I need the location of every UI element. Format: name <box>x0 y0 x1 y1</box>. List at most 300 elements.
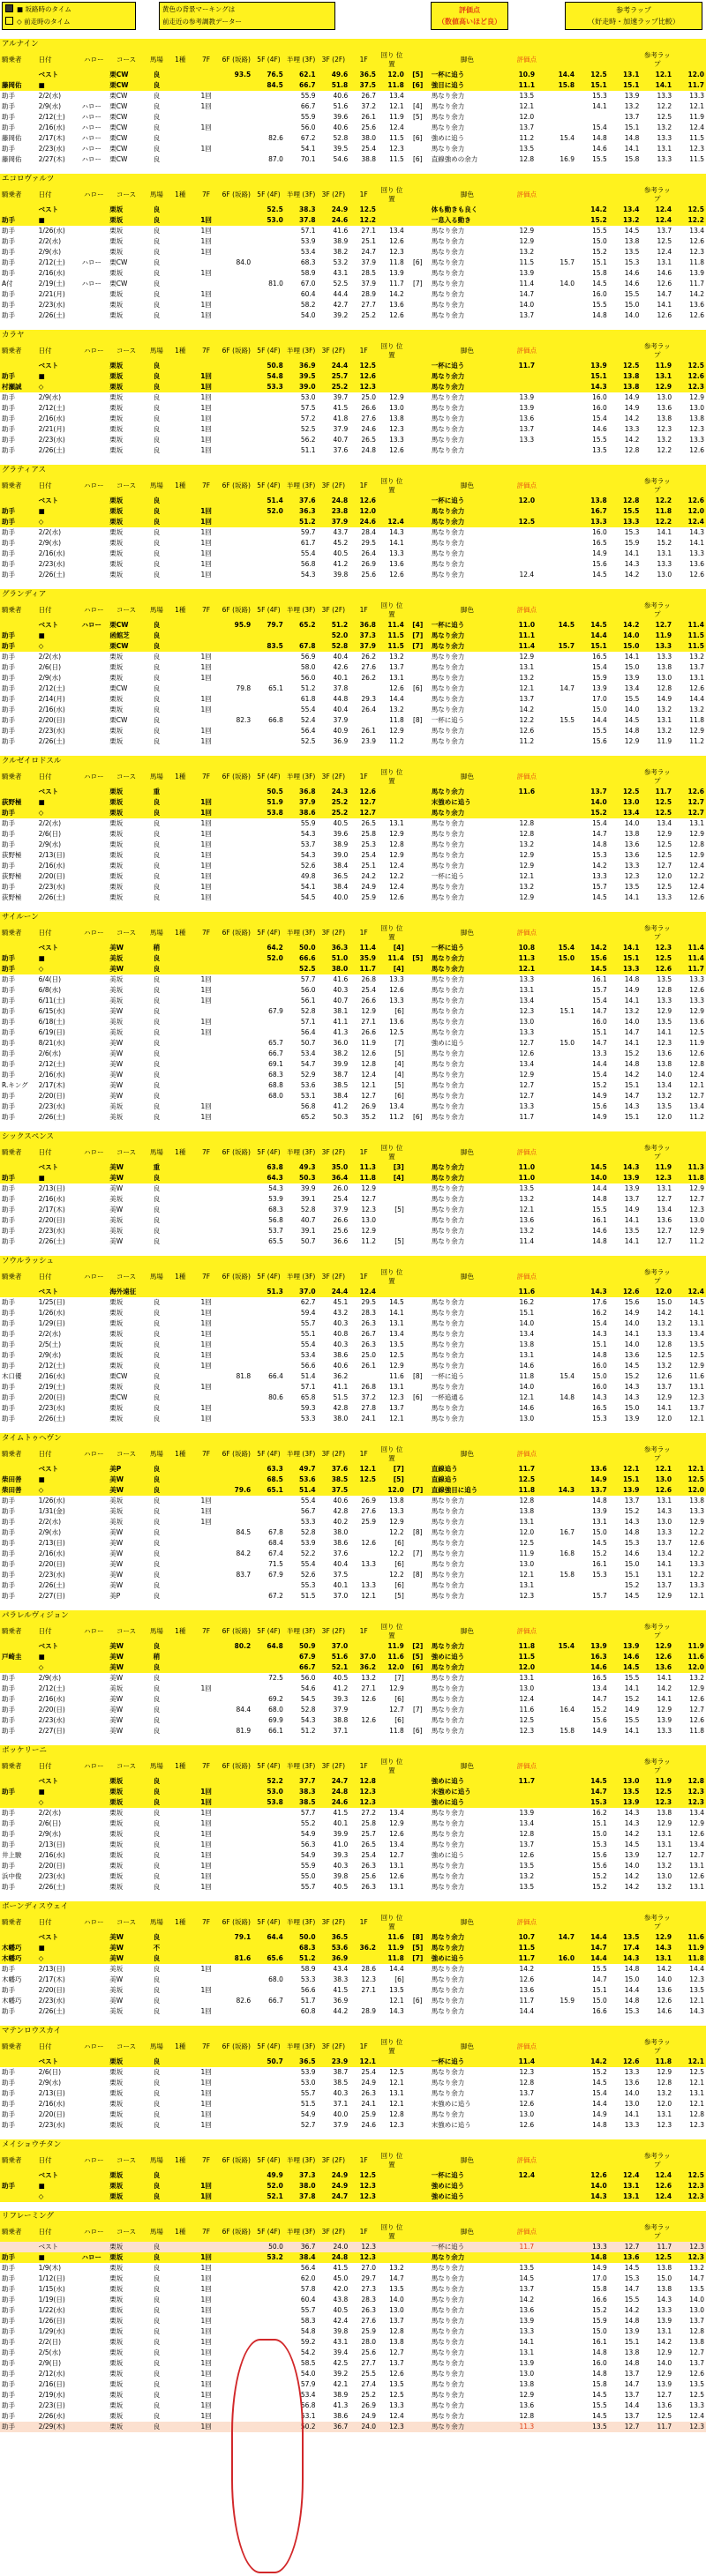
table-cell <box>220 1591 252 1602</box>
table-cell <box>252 1964 285 1975</box>
table-cell <box>192 1776 221 1787</box>
table-cell: 12.3 <box>673 2252 706 2263</box>
table-cell: 13.9 <box>389 269 404 277</box>
table-cell: [8] <box>412 716 423 724</box>
table-cell <box>548 1059 576 1070</box>
column-header: 6F (坂路) <box>220 1757 252 1776</box>
table-cell <box>80 1527 109 1538</box>
table-cell: 8/21(水) <box>38 1039 65 1047</box>
table-cell: 12.9 <box>657 1007 672 1015</box>
table-cell: 14.6 <box>519 1404 535 1412</box>
table-cell: 馬なり余力 <box>431 1060 465 1068</box>
table-cell: 25.4 <box>361 986 377 994</box>
table-cell: 強めに追う <box>430 2181 506 2191</box>
table-cell <box>169 144 192 154</box>
table-cell <box>548 1850 576 1861</box>
table-cell: 26.9 <box>361 1497 377 1505</box>
table-cell: 12.9 <box>657 2348 672 2356</box>
table-cell: 1回 <box>200 1340 212 1348</box>
column-header: 馬場 <box>145 1143 169 1162</box>
table-cell: 助手 <box>2 436 15 444</box>
table-cell <box>548 1684 576 1694</box>
table-cell: 13.8 <box>657 2264 672 2272</box>
table-cell <box>169 1527 192 1538</box>
table-cell: 37.0 <box>318 1641 350 1652</box>
workout-table <box>0 1445 706 1602</box>
table-cell: 栗坂 <box>108 2252 145 2263</box>
table-cell: 44.4 <box>333 290 349 298</box>
table-cell: 2/2(日) <box>38 2338 62 2346</box>
table-cell: 2/16(水) <box>38 269 65 277</box>
table-cell: 12.5 <box>505 517 548 527</box>
column-header: ハロー <box>80 1445 109 1464</box>
table-cell <box>406 736 430 747</box>
table-cell: 15.2 <box>576 808 609 818</box>
table-cell: 1回 <box>200 737 212 745</box>
table-cell: 13.9 <box>609 1641 642 1652</box>
table-cell: 助手 <box>2 1518 15 1526</box>
table-cell <box>169 974 192 985</box>
table-cell: 12.2 <box>689 1528 704 1536</box>
table-cell: 13.3 <box>657 92 672 100</box>
table-cell: 2/23(日) <box>38 2401 65 2409</box>
table-cell <box>220 2109 252 2120</box>
block-gap <box>0 2202 706 2211</box>
table-cell: 27.7 <box>361 2359 377 2367</box>
table-cell <box>80 1726 109 1736</box>
table-cell <box>548 1049 576 1059</box>
table-cell: 2/12(土) <box>38 404 65 412</box>
table-cell: 馬なり余力 <box>431 2296 465 2303</box>
table-cell <box>220 694 252 705</box>
table-cell <box>80 1173 109 1183</box>
table-cell: 助手 <box>2 2089 15 2097</box>
table-cell <box>548 1205 576 1215</box>
table-cell: 良 <box>153 1309 161 1317</box>
table-cell: 1回 <box>200 425 212 433</box>
table-cell: 13.8 <box>389 2338 404 2346</box>
table-cell: 12.6 <box>609 1287 642 1297</box>
table-cell: 馬なり余力 <box>430 371 506 382</box>
table-cell: 64.2 <box>252 943 285 953</box>
table-cell <box>0 1464 37 1475</box>
table-cell <box>169 871 192 882</box>
table-cell: 15.5 <box>624 695 640 703</box>
table-cell: 13.1 <box>657 145 672 153</box>
table-cell <box>220 268 252 279</box>
table-cell: 1回 <box>200 301 212 309</box>
table-cell: 56.0 <box>300 674 316 682</box>
column-header <box>609 1622 642 1641</box>
column-header <box>609 341 642 361</box>
table-cell: 13.5 <box>689 2285 704 2293</box>
table-cell: 40.3 <box>333 2089 349 2097</box>
table-cell: 助手 <box>2 1965 15 1973</box>
column-header: 評価点 <box>505 185 548 205</box>
table-cell: 25.2 <box>318 808 350 818</box>
table-cell: 13.2 <box>609 215 642 226</box>
table-row <box>0 1818 706 1829</box>
table-cell <box>406 943 430 953</box>
table-cell: 馬なり余力 <box>431 1309 465 1317</box>
table-cell: 14.0 <box>657 2359 672 2367</box>
table-cell <box>406 2242 430 2252</box>
table-cell <box>378 787 406 797</box>
table-cell: 14.2 <box>624 1872 640 1880</box>
horse-name: メイショウチタン <box>0 2139 706 2151</box>
table-cell <box>349 683 378 694</box>
table-cell: 栗坂 <box>109 2285 124 2293</box>
table-row <box>0 1580 706 1591</box>
table-cell: 稍 <box>145 943 169 953</box>
table-cell <box>548 2422 576 2432</box>
table-cell <box>169 818 192 829</box>
table-cell: 13.3 <box>576 2242 609 2252</box>
table-cell <box>169 506 192 517</box>
table-cell: 55.4 <box>300 1560 316 1568</box>
table-cell: 13.9 <box>624 674 640 682</box>
table-cell: 2/16(水) <box>38 123 65 131</box>
table-cell: 12.6 <box>689 446 704 454</box>
table-cell: 木幡巧 <box>0 1953 37 1964</box>
table-cell <box>548 2348 576 2358</box>
table-cell: 12.6 <box>689 1049 704 1057</box>
column-header: 1種 <box>169 923 192 943</box>
column-header: 馬場 <box>145 185 169 205</box>
table-cell: 16.0 <box>592 1362 607 1370</box>
table-cell: 14.2 <box>624 1071 640 1079</box>
table-cell <box>548 1318 576 1329</box>
table-cell <box>220 2057 252 2067</box>
table-cell: 14.4 <box>592 1184 607 1192</box>
table-cell: 栗CW <box>109 92 128 100</box>
table-cell: 13.8 <box>657 663 672 671</box>
column-header: 日付 <box>37 1622 80 1641</box>
column-header: 1種 <box>169 1267 192 1287</box>
table-cell: 助手 <box>2 1393 15 1401</box>
table-cell: 12.3 <box>689 145 704 153</box>
table-cell <box>80 2326 109 2337</box>
table-cell <box>169 1684 192 1694</box>
table-cell <box>192 1070 221 1080</box>
table-cell: 50.5 <box>252 787 285 797</box>
table-cell <box>378 2170 406 2181</box>
table-cell: 11.1 <box>505 631 548 641</box>
table-cell: 1回 <box>200 1018 212 1026</box>
table-cell: 馬なり余力 <box>431 227 465 235</box>
table-cell: 稍 <box>145 1652 169 1662</box>
table-cell: 38.0 <box>333 1528 349 1536</box>
table-cell: 12.3 <box>519 1592 535 1600</box>
table-cell: 栗坂 <box>109 830 124 838</box>
table-cell: 助手 <box>0 2422 37 2432</box>
table-row <box>0 2284 706 2295</box>
table-cell: 15.2 <box>592 1872 607 1880</box>
table-cell: 56.8 <box>300 2401 316 2409</box>
table-cell <box>406 1403 430 1414</box>
table-cell: 12.0 <box>657 2100 672 2108</box>
table-cell: 14.3 <box>592 1393 607 1401</box>
table-cell <box>220 1652 252 1662</box>
table-cell: 良 <box>153 280 161 287</box>
table-cell: 12.2 <box>349 215 378 226</box>
table-cell <box>252 570 285 580</box>
column-header <box>406 1445 430 1464</box>
table-cell: 11.6 <box>378 1652 406 1662</box>
table-cell: 66.6 <box>285 953 318 964</box>
table-cell: 助手 <box>2 1560 15 1568</box>
table-cell: 15.5 <box>560 716 575 724</box>
table-cell: 13.9 <box>657 2380 672 2388</box>
column-header: 日付 <box>37 185 80 205</box>
table-cell: 1回 <box>192 517 221 527</box>
table-cell: 25.4 <box>361 1851 377 1859</box>
table-cell <box>80 861 109 871</box>
column-header: 馬場 <box>145 1445 169 1464</box>
table-cell: 14.2 <box>519 1965 535 1973</box>
table-cell: 1回 <box>200 2327 212 2335</box>
table-cell: 16.0 <box>592 1383 607 1391</box>
table-cell: 馬なり余力 <box>431 2110 465 2118</box>
table-cell <box>406 1080 430 1091</box>
table-row <box>0 496 706 506</box>
table-cell: 6/18(土) <box>38 1018 65 1026</box>
table-cell <box>406 1038 430 1049</box>
table-cell <box>80 1641 109 1652</box>
table-cell: 13.9 <box>576 361 609 371</box>
table-cell: 14.8 <box>624 1060 640 1068</box>
table-cell <box>252 289 285 300</box>
table-cell: 良 <box>153 1851 161 1859</box>
table-cell <box>406 662 430 673</box>
table-cell: 馬なり余力 <box>431 1113 465 1121</box>
table-cell: 2/13(日) <box>38 1184 65 1192</box>
table-cell: 1/26(水) <box>38 1497 65 1505</box>
column-header: 馬場 <box>145 1622 169 1641</box>
table-cell: 馬なり余力 <box>431 269 465 277</box>
table-cell: 13.7 <box>689 1404 704 1412</box>
table-cell: 馬なり余力 <box>431 425 465 433</box>
table-cell <box>220 1673 252 1684</box>
table-cell <box>169 2088 192 2099</box>
table-cell <box>80 1861 109 1871</box>
table-cell: 24.6 <box>361 2121 377 2129</box>
table-cell: 13.1 <box>519 1581 535 1589</box>
table-row <box>0 1975 706 1985</box>
table-cell: 13.0 <box>689 2306 704 2314</box>
table-cell <box>406 1850 430 1861</box>
table-cell: 67.2 <box>268 1592 283 1600</box>
table-cell <box>252 1101 285 1112</box>
table-cell: 25.2 <box>361 2391 377 2399</box>
column-header <box>673 476 706 496</box>
table-cell: 14.9 <box>624 1206 640 1213</box>
table-cell: 27.1 <box>361 227 377 235</box>
table-cell <box>505 527 548 538</box>
table-cell: 助手 <box>2 706 15 713</box>
table-cell: 馬なり余力 <box>431 1237 465 1245</box>
table-cell <box>252 2078 285 2088</box>
table-cell: 25.4 <box>361 851 377 859</box>
table-cell <box>169 2109 192 2120</box>
table-cell: 59.4 <box>300 1309 316 1317</box>
table-cell: 11.6 <box>673 1932 706 1943</box>
table-cell <box>406 2088 430 2099</box>
table-cell: [4] <box>378 964 406 974</box>
column-header <box>406 923 430 943</box>
table-cell <box>548 1329 576 1340</box>
table-cell: 26.3 <box>361 1883 377 1891</box>
table-cell: 14.2 <box>657 1309 672 1317</box>
table-cell: ◇ <box>37 2191 80 2202</box>
table-cell <box>406 1318 430 1329</box>
table-cell: 53.4 <box>300 2391 316 2399</box>
table-cell: 14.1 <box>624 653 640 661</box>
table-cell: 13.4 <box>519 997 535 1004</box>
table-row <box>0 631 706 641</box>
table-row <box>0 1173 706 1183</box>
table-cell: 14.5 <box>592 571 607 579</box>
column-header: 5F (4F) <box>252 1143 285 1162</box>
table-cell: 2/5(水) <box>38 2348 62 2356</box>
table-cell: 38.2 <box>333 248 349 256</box>
column-header: 半哩 (3F) <box>285 2151 318 2170</box>
table-cell: 美W <box>108 1662 145 1673</box>
table-cell: 14.5 <box>624 1592 640 1600</box>
table-cell: 13.8 <box>609 371 642 382</box>
table-cell: 36.3 <box>318 943 350 953</box>
table-cell <box>0 1662 37 1673</box>
table-cell: 13.5 <box>389 1340 404 1348</box>
table-cell <box>80 392 109 403</box>
table-cell: 良 <box>153 819 161 827</box>
table-cell: 52.8 <box>300 1007 316 1015</box>
column-header: 1F <box>349 601 378 620</box>
table-cell: 13.1 <box>657 2327 672 2335</box>
column-header: ハロー <box>80 2151 109 2170</box>
column-header: 騎乗者 <box>0 601 37 620</box>
table-cell <box>220 808 252 818</box>
table-cell: 50.0 <box>252 2242 285 2252</box>
table-cell: 助手 <box>2 1092 15 1100</box>
table-cell: 40.5 <box>333 2306 349 2314</box>
column-header: 7F <box>192 1913 221 1932</box>
table-cell: 良 <box>153 1706 161 1714</box>
table-cell <box>406 818 430 829</box>
table-cell <box>169 1403 192 1414</box>
table-cell: 良 <box>153 1716 161 1724</box>
table-cell <box>220 2358 252 2369</box>
table-cell: 24.9 <box>361 2079 377 2087</box>
column-header <box>406 185 430 205</box>
table-cell <box>145 1287 169 1297</box>
table-cell: 40.6 <box>333 123 349 131</box>
table-cell: 84.5 <box>252 80 285 91</box>
table-cell: 助手 <box>2 1674 15 1682</box>
table-cell: 栗CW <box>108 70 145 80</box>
table-cell: 1回 <box>200 1497 212 1505</box>
table-cell: [3] <box>378 1162 406 1173</box>
column-header: 半哩 (3F) <box>285 601 318 620</box>
table-cell: 65.6 <box>252 1953 285 1964</box>
table-cell: 14.8 <box>592 1497 607 1505</box>
table-cell <box>80 549 109 559</box>
table-row <box>0 215 706 226</box>
table-cell <box>169 1662 192 1673</box>
table-cell: 1回 <box>200 393 212 401</box>
table-cell <box>220 1382 252 1393</box>
table-cell: 12.6 <box>349 787 378 797</box>
table-cell: 良 <box>153 1862 161 1870</box>
table-cell: 41.3 <box>333 2401 349 2409</box>
horse-name: グランディア <box>0 589 706 601</box>
table-cell <box>169 435 192 445</box>
table-cell: 1回 <box>200 1404 212 1412</box>
table-cell: 15.1 <box>576 80 609 91</box>
table-cell: 79.8 <box>236 684 252 692</box>
table-cell: 14.0 <box>576 797 609 808</box>
table-cell: 栗坂 <box>109 1851 124 1859</box>
column-header <box>673 341 706 361</box>
table-cell: ベスト <box>37 496 80 506</box>
horse-name: サイルーン <box>0 912 706 923</box>
table-cell: 助手 <box>2 425 15 433</box>
table-cell: 栗坂 <box>109 893 124 901</box>
table-cell: 15.1 <box>576 641 609 652</box>
table-cell <box>220 736 252 747</box>
table-cell: 13.1 <box>689 2089 704 2097</box>
table-cell: 27.6 <box>361 2317 377 2325</box>
table-cell: 2/26(土) <box>38 1113 65 1121</box>
table-cell: 56.6 <box>300 1986 316 1994</box>
table-cell: 2/26(土) <box>38 311 65 319</box>
table-cell: 15.0 <box>657 2274 672 2282</box>
table-cell <box>220 1393 252 1403</box>
table-cell: 13.8 <box>389 414 404 422</box>
table-cell: 栗坂 <box>109 1404 124 1412</box>
table-cell <box>406 1840 430 1850</box>
table-cell: 1回 <box>192 215 221 226</box>
table-cell: 6/8(水) <box>38 986 62 994</box>
table-cell <box>220 1173 252 1183</box>
table-cell: 強めに追う <box>430 1776 506 1787</box>
table-cell: 55.9 <box>300 113 316 121</box>
table-cell: 2/26(土) <box>38 1883 65 1891</box>
table-row <box>0 1059 706 1070</box>
column-header: 6F (坂路) <box>220 476 252 496</box>
table-cell <box>252 2401 285 2411</box>
table-cell: 12.9 <box>361 1184 377 1192</box>
table-cell: 39.9 <box>333 1060 349 1068</box>
table-cell: 美W <box>109 1560 124 1568</box>
table-cell: 良 <box>153 393 161 401</box>
table-cell <box>169 1953 192 1964</box>
column-header: 3F (2F) <box>318 1267 350 1287</box>
table-header-row <box>0 476 706 496</box>
table-cell: 12.2 <box>657 446 672 454</box>
table-cell <box>378 797 406 808</box>
table-cell <box>80 1694 109 1705</box>
table-cell: 40.6 <box>333 1362 349 1370</box>
table-cell: 助手 <box>2 2317 15 2325</box>
table-cell <box>548 1403 576 1414</box>
column-header <box>673 50 706 70</box>
table-cell: 12.5 <box>689 2391 704 2399</box>
table-cell: 助手 <box>2 1539 15 1547</box>
column-header <box>609 923 642 943</box>
table-cell <box>80 1953 109 1964</box>
table-cell <box>220 144 252 154</box>
